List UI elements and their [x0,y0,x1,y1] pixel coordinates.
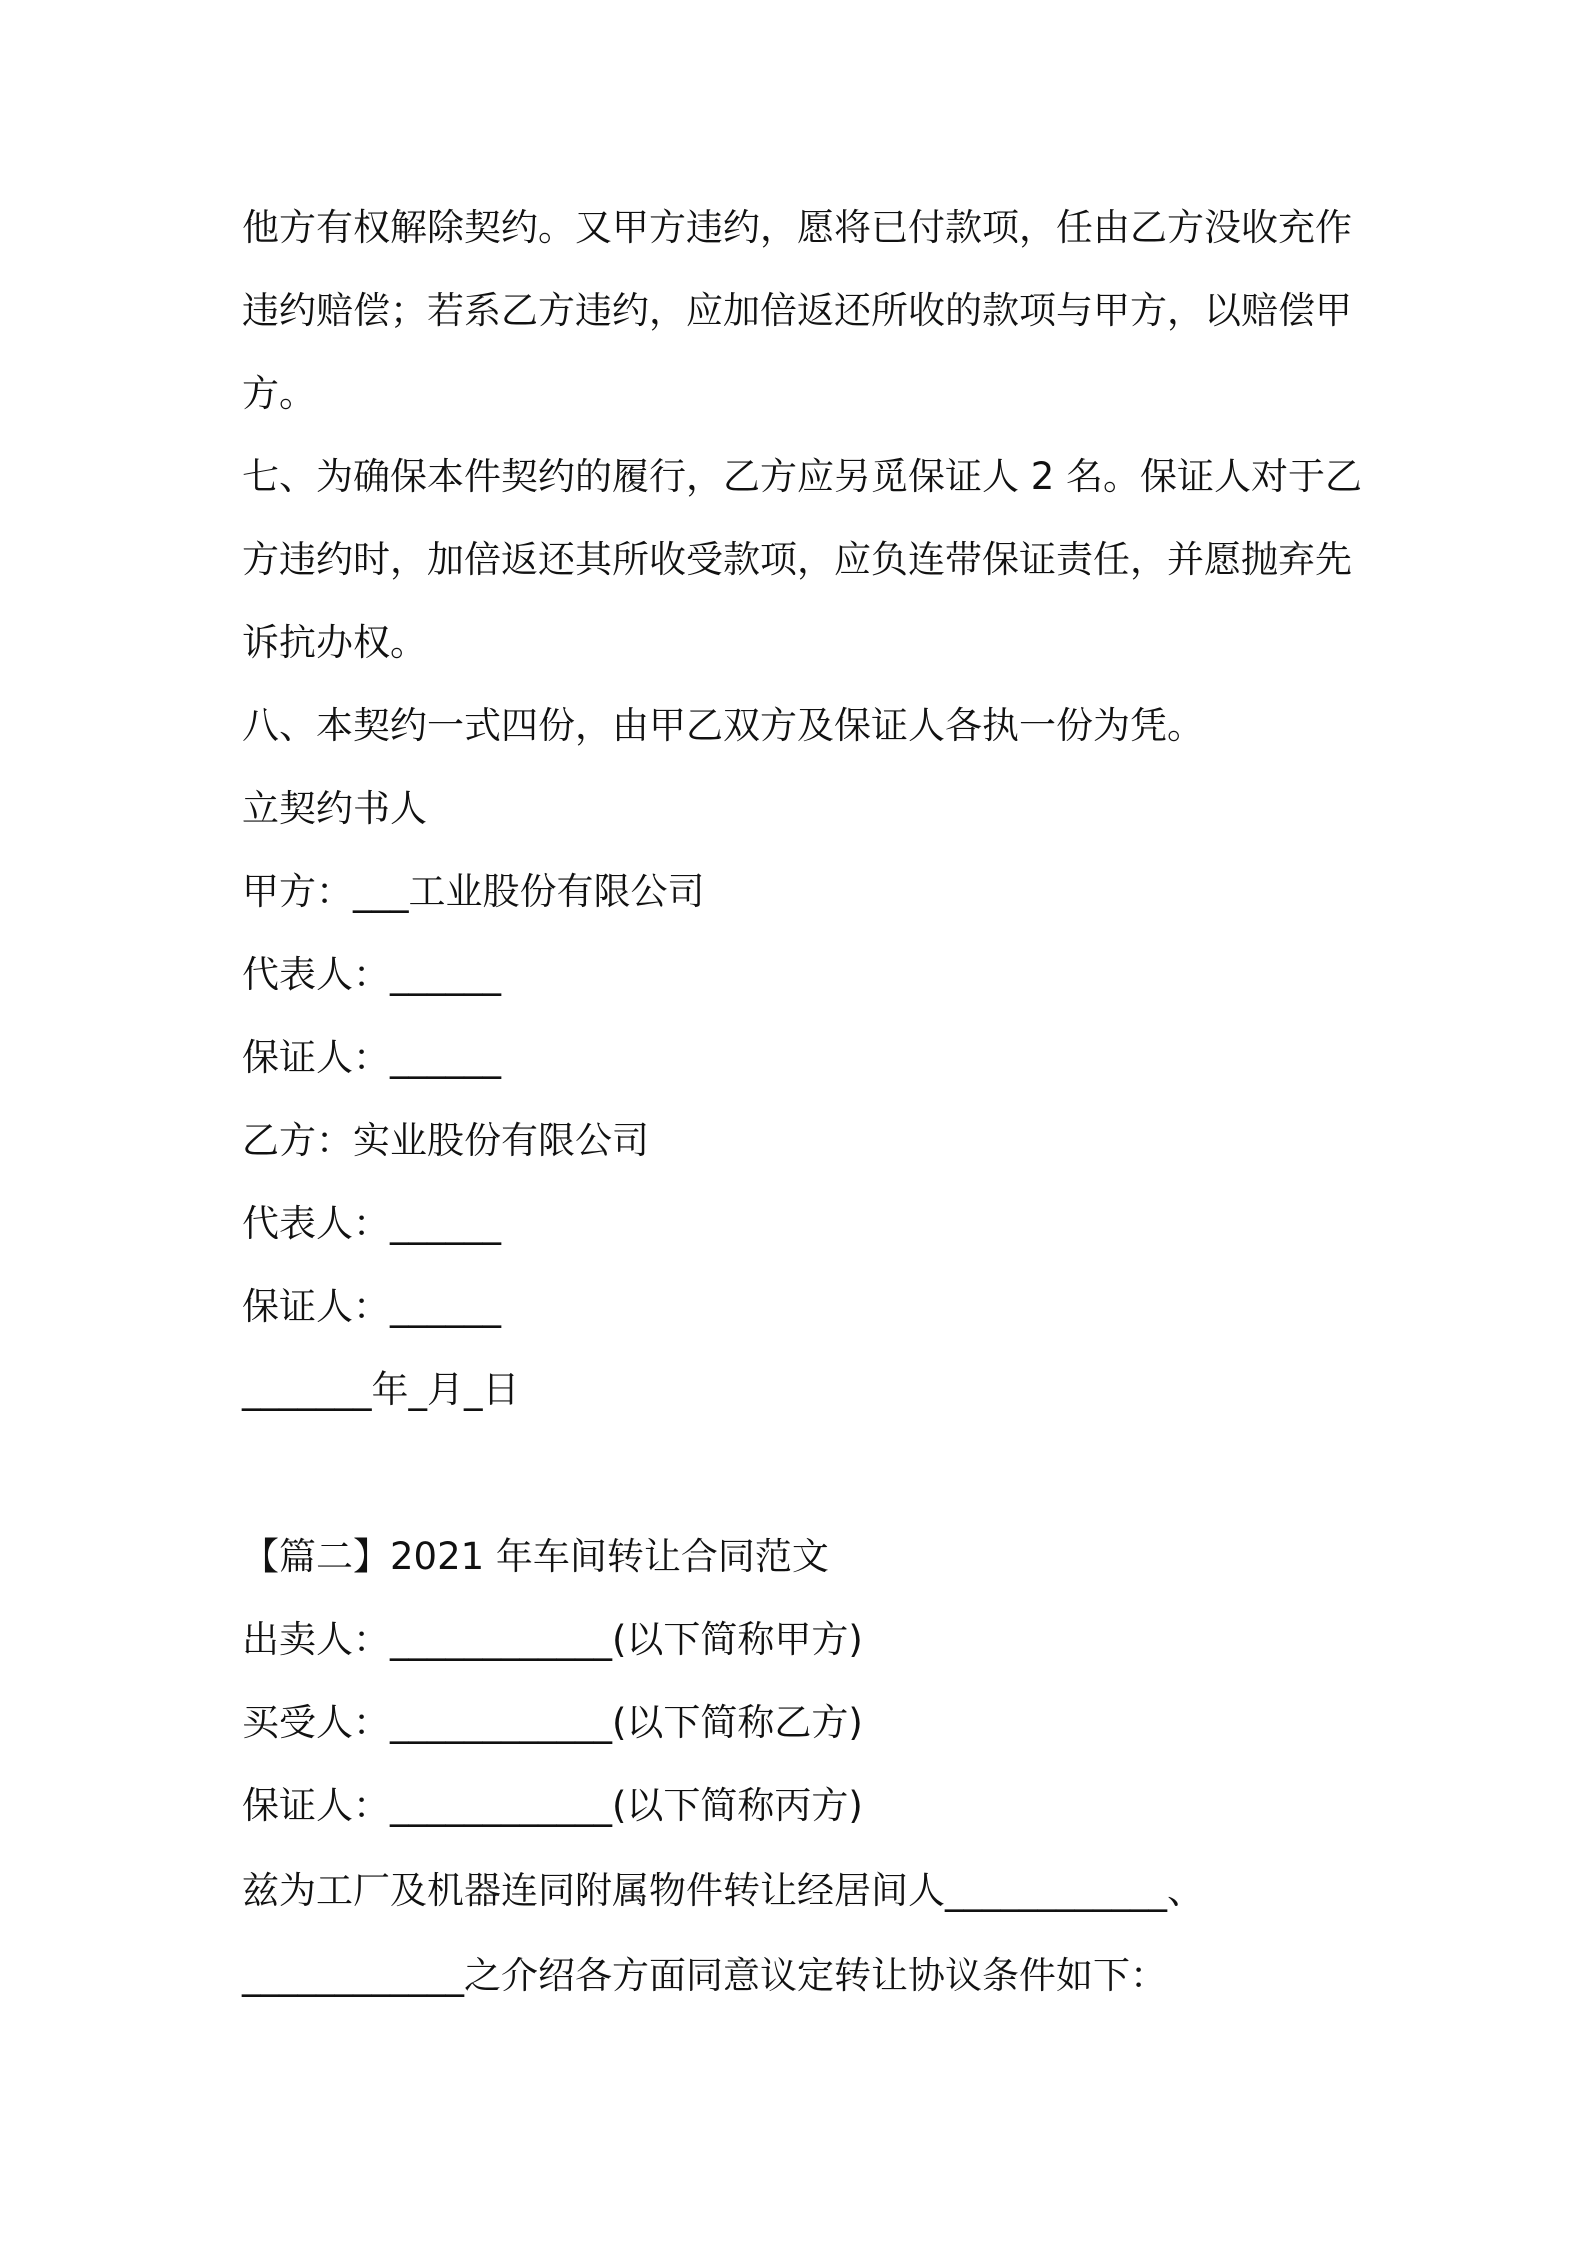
party-a-representative-line: 代表人：______ [242,953,501,996]
intermediary-continuation-line: ____________之介绍各方面同意议定转让协议条件如下： [242,1954,1167,1997]
party-a-line: 甲方：___工业股份有限公司 [242,870,705,913]
intermediary-line: 兹为工厂及机器连同附属物件转让经居间人____________、 [242,1869,1204,1912]
signatories-heading: 立契约书人 [242,787,427,830]
party-b-line: 乙方：实业股份有限公司 [242,1119,649,1162]
paragraph-line: 诉抗办权。 [242,621,427,664]
guarantor-line: 保证人：____________(以下简称丙方) [242,1784,863,1827]
date-line: _______年_月_日 [242,1368,520,1411]
paragraph-line: 违约赔偿；若系乙方违约，应加倍返还所收的款项与甲方，以赔偿甲 [242,289,1352,332]
paragraph-line: 方。 [242,372,316,415]
paragraph-line: 他方有权解除契约。又甲方违约，愿将已付款项，任由乙方没收充作 [242,206,1352,249]
seller-line: 出卖人：____________(以下简称甲方) [242,1618,863,1661]
party-a-guarantor-line: 保证人：______ [242,1036,501,1079]
buyer-line: 买受人：____________(以下简称乙方) [242,1701,863,1744]
section-two-title: 【篇二】2021 年车间转让合同范文 [242,1535,829,1578]
clause-eight-line: 八、本契约一式四份，由甲乙双方及保证人各执一份为凭。 [242,704,1204,747]
paragraph-line: 方违约时，加倍返还其所收受款项，应负连带保证责任，并愿抛弃先 [242,538,1352,581]
party-b-representative-line: 代表人：______ [242,1202,501,1245]
clause-seven-line: 七、为确保本件契约的履行，乙方应另觅保证人 2 名。保证人对于乙 [242,455,1363,498]
party-b-guarantor-line: 保证人：______ [242,1285,501,1328]
